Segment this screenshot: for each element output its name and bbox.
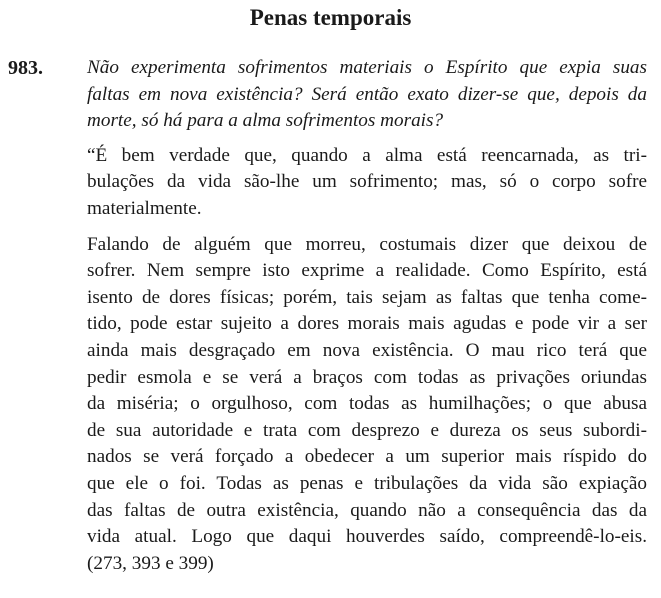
answer-line: isento de dores físicas; porém, tais sejam as faltas que tenha come- <box>87 286 647 308</box>
question-line: Não experimenta sofrimentos materiais o Espírito que expia suas <box>87 57 647 78</box>
answer-line: vida atual. Logo que daqui houverdes saído, compreendê-lo-eis. <box>87 526 647 548</box>
answer-paragraph-2 <box>87 232 647 578</box>
answer-line: “É bem verdade que, quando a alma está reencarnada, as tri- <box>87 144 647 166</box>
answer-line: tido, pode estar sujeito a dores morais mais agudas e pode vir a ser <box>87 313 647 335</box>
question-line: faltas em nova existência? Será então exato dizer-se que, depois da <box>87 83 647 105</box>
page-title: Penas temporais <box>249 5 412 30</box>
question-line: morte, só há para a alma sofrimentos morais? <box>87 110 444 132</box>
answer-line: que ele o foi. Todas as penas e tribulações da vida são expiação <box>87 472 647 494</box>
answer-line: materialmente. <box>87 197 202 219</box>
body-column <box>87 55 647 577</box>
answer-line: nados se verá forçado a obedecer a um superior mais ríspido do <box>87 446 647 468</box>
answer-line: das faltas de outra existência, quando não a consequência das da <box>87 499 647 521</box>
answer-line: da miséria; o orgulhoso, com todas as humilhações; o que abusa <box>87 393 647 415</box>
answer-line: sofrer. Nem sempre isto exprime a realidade. Como Espírito, está <box>87 260 647 282</box>
answer-line: pedir esmola e se verá a braços com todas as privações oriundas <box>87 366 647 388</box>
answer-line: bulações da vida são-lhe um sofrimento; mas, só o corpo sofre <box>87 171 647 193</box>
answer-line: ainda mais desgraçado em nova existência. O mau rico terá que <box>87 339 647 361</box>
question-number: 983. <box>8 57 43 79</box>
answer-paragraph-1 <box>87 143 647 223</box>
question-text <box>87 55 647 135</box>
answer-line: (273, 393 e 399) <box>87 552 214 574</box>
answer-line: Falando de alguém que morreu, costumais dizer que deixou de <box>87 233 647 255</box>
answer-line: de sua autoridade e trata com desprezo e dureza os seus subordi- <box>87 419 647 441</box>
